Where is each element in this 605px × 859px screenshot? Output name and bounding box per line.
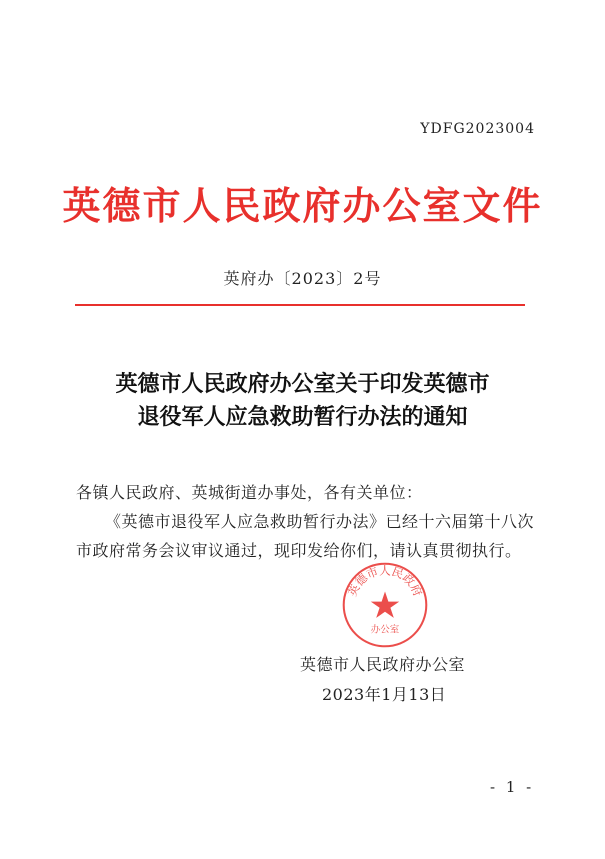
issuer-signature: 英德市人民政府办公室 [300, 655, 466, 674]
svg-text:英德市人民政府: 英德市人民政府 [344, 563, 426, 599]
document-title: 英德市人民政府办公室文件 [62, 183, 543, 228]
official-seal-icon [341, 561, 429, 649]
paragraph-line-2: 市政府常务会议审议通过，现印发给你们，请认真贯彻执行。 [76, 541, 522, 560]
svg-text:办公室: 办公室 [370, 624, 400, 636]
addressee: 各镇人民政府、英城街道办事处，各有关单位： [76, 483, 423, 502]
document-number: 英府办〔2023〕2号 [223, 269, 382, 288]
heading-line-2: 退役军人应急救助暂行办法的通知 [137, 404, 468, 430]
paragraph-line-1: 《英德市退役军人应急救助暂行办法》已经十六届第十八次 [105, 512, 535, 531]
issue-date: 2023年1月13日 [322, 685, 447, 704]
page-number: - 1 - [490, 778, 535, 796]
red-divider [75, 304, 525, 306]
document-code: YDFG2023004 [420, 121, 535, 137]
heading-line-1: 英德市人民政府办公室关于印发英德市 [115, 371, 490, 397]
